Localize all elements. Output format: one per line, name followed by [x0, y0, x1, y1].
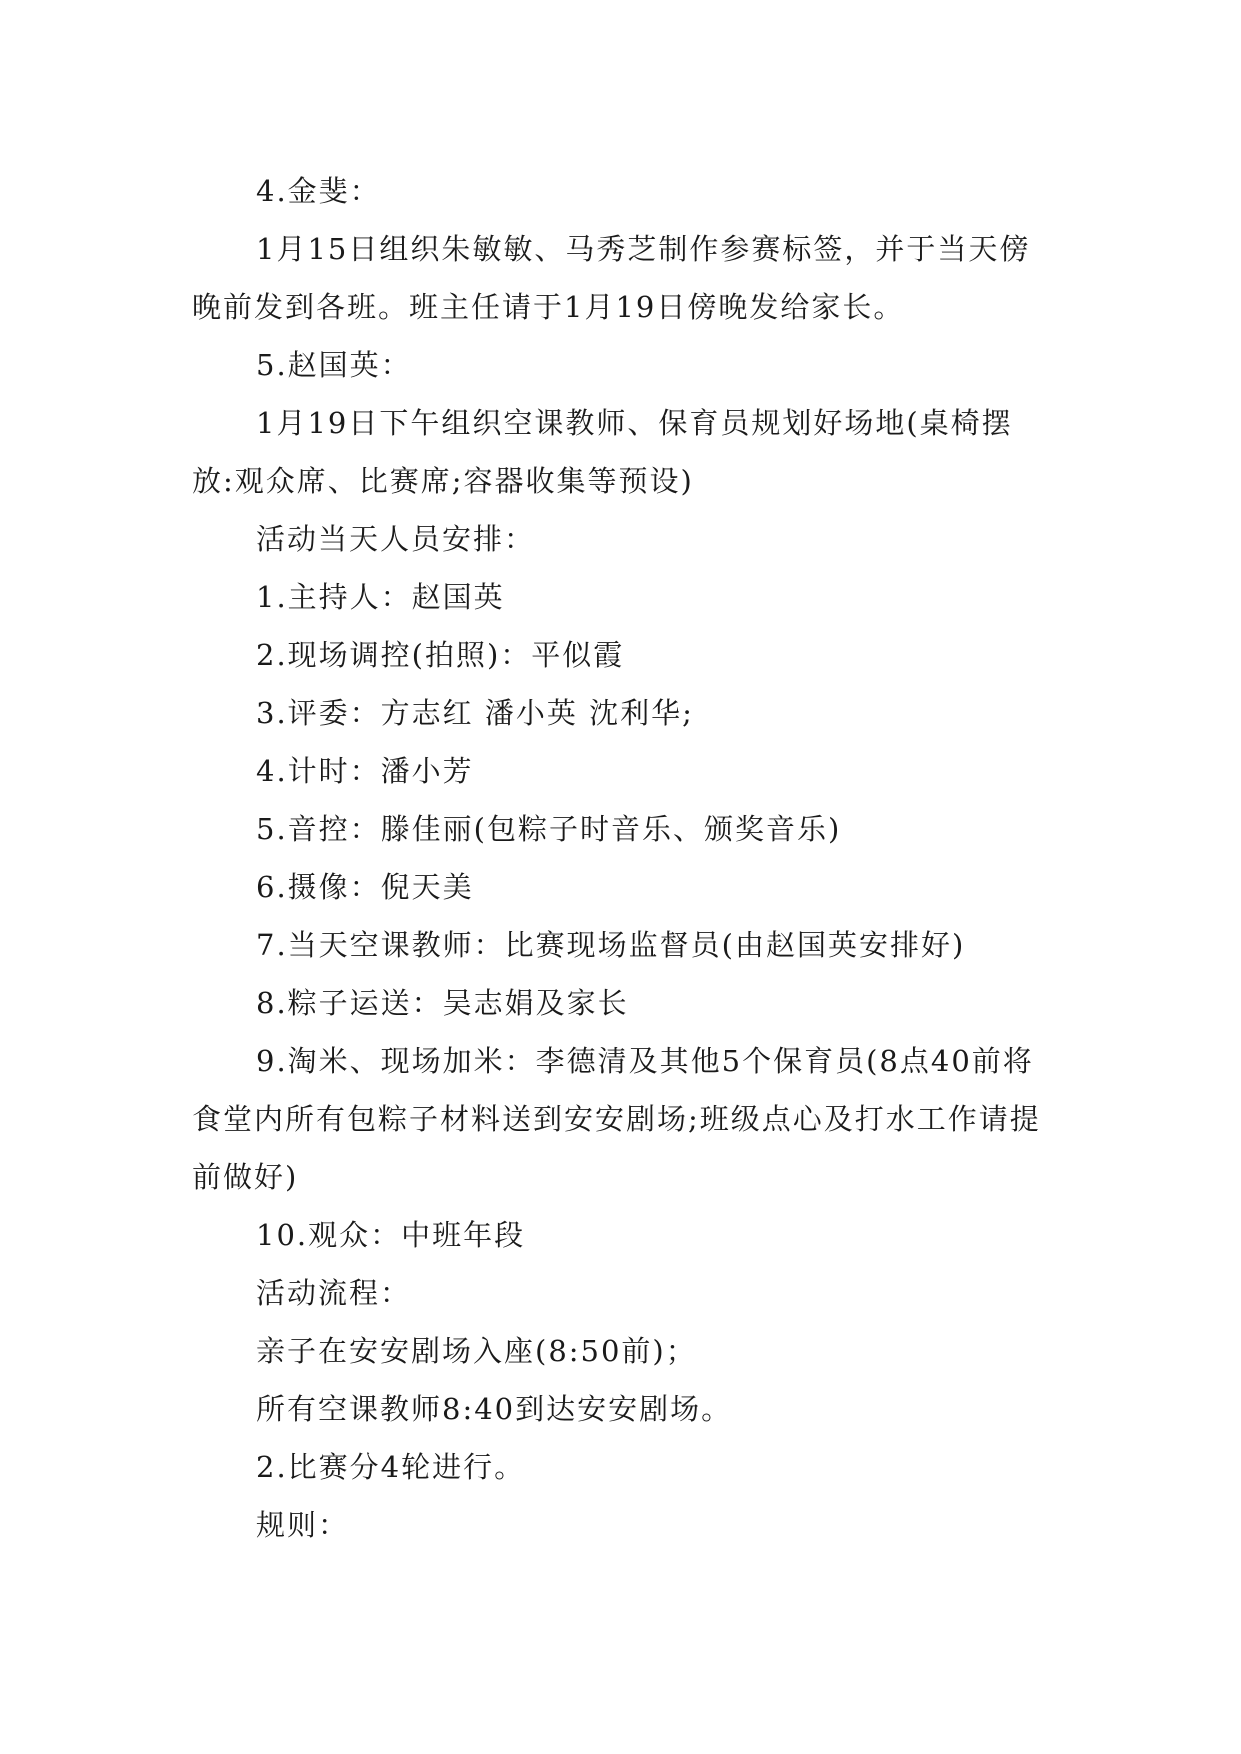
list-item-host: 1.主持人：赵国英: [256, 580, 505, 614]
list-item-audio-control: 5.音控：滕佳丽(包粽子时音乐、颁奖音乐): [256, 812, 842, 846]
list-item-audience: 10.观众：中班年段: [256, 1218, 526, 1252]
list-item-judges: 3.评委：方志红 潘小英 沈利华;: [256, 696, 694, 730]
list-item-zongzi-delivery: 8.粽子运送：吴志娟及家长: [256, 986, 629, 1020]
list-item-timekeeper: 4.计时：潘小芳: [256, 754, 474, 788]
list-item-camera: 6.摄像：倪天美: [256, 870, 474, 904]
document-body: [192, 162, 1048, 1554]
paragraph-jinfei-heading: 4.金斐：: [256, 174, 381, 208]
paragraph-teacher-arrival: 所有空课教师8:40到达安安剧场。: [256, 1392, 733, 1426]
paragraph-rules-heading: 规则：: [256, 1508, 350, 1542]
paragraph-zhaoguoying-task: 1月19日下午组织空课教师、保育员规划好场地(桌椅摆放:观众席、比赛席;容器收集等预设): [192, 406, 1013, 498]
list-item-rice-washing: 9.淘米、现场加米：李德清及其他5个保育员(8点40前将食堂内所有包粽子材料送到安安剧场;班级点心及打水工作请提前做好): [192, 1044, 1041, 1194]
paragraph-zhaoguoying-heading: 5.赵国英：: [256, 348, 412, 382]
paragraph-jinfei-task: 1月15日组织朱敏敏、马秀芝制作参赛标签，并于当天傍晚前发到各班。班主任请于1月19日傍晚发给家长。: [192, 232, 1031, 324]
list-item-free-teachers: 7.当天空课教师：比赛现场监督员(由赵国英安排好): [256, 928, 966, 962]
paragraph-staff-heading: 活动当天人员安排：: [256, 522, 536, 556]
list-item-onsite-control: 2.现场调控(拍照)：平似霞: [256, 638, 625, 672]
paragraph-rounds: 2.比赛分4轮进行。: [256, 1450, 526, 1484]
paragraph-seating: 亲子在安安剧场入座(8:50前)；: [256, 1334, 697, 1368]
paragraph-process-heading: 活动流程：: [256, 1276, 412, 1310]
